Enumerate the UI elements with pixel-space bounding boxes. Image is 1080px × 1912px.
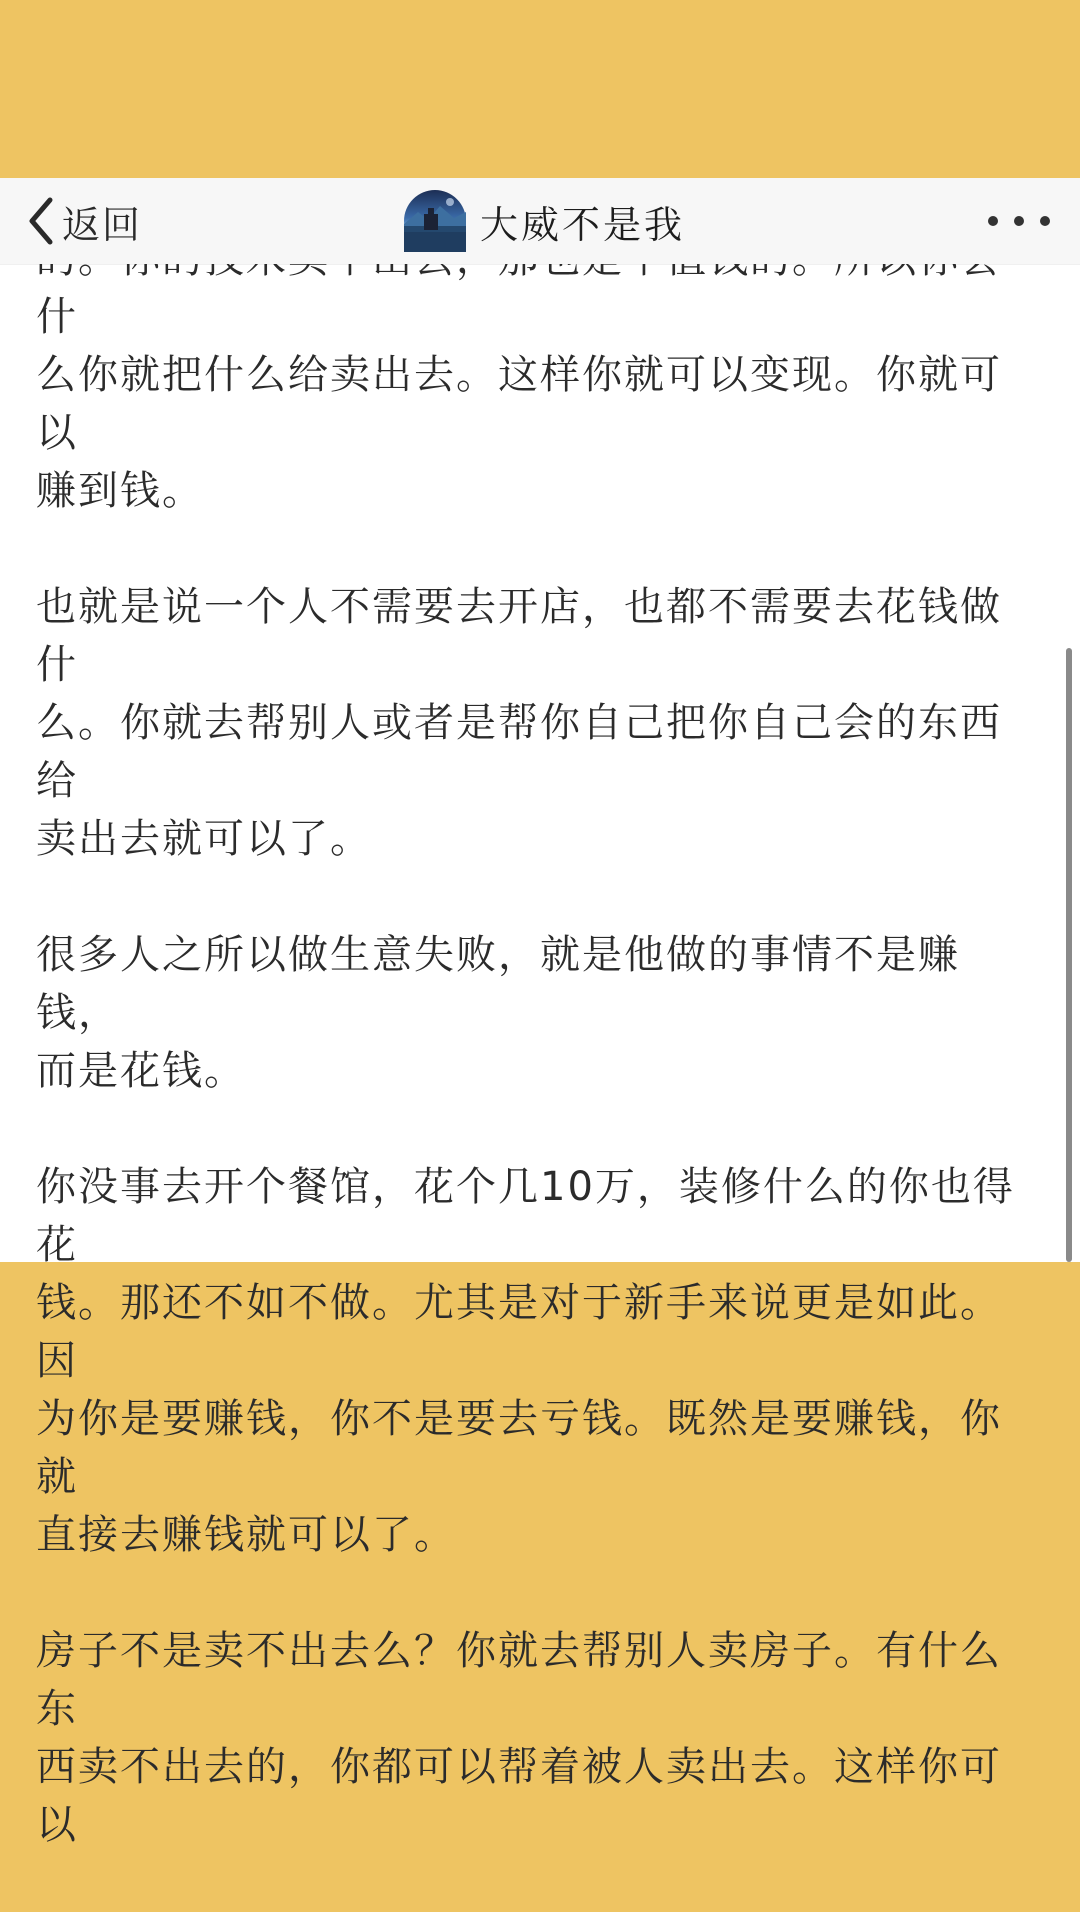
- back-button[interactable]: [26, 178, 142, 264]
- article-paragraph: 什 么你就把什么给卖出去。这样你就可以变现。你就可以 赚到钱。: [36, 294, 1002, 514]
- article-paragraph: 房子不是卖不出去么？你就去帮别人卖房子。有什么东 西卖不出去的，你都可以帮着被人卖出去。这样你可以: [36, 1628, 1002, 1848]
- back-label: 返回: [62, 202, 143, 247]
- more-dots-icon: [988, 216, 998, 226]
- article-paragraph: 很多人之所以做生意失败，就是他做的事情不是赚钱， 而是花钱。: [36, 932, 960, 1094]
- scrollbar[interactable]: [1066, 648, 1072, 1262]
- phone-screen: [0, 178, 1080, 1848]
- more-dots-icon: [1040, 216, 1050, 226]
- page-title: 大威不是我: [480, 202, 686, 247]
- top-background-band: [0, 0, 1080, 178]
- profile-header[interactable]: [404, 178, 685, 264]
- more-button[interactable]: [972, 178, 1050, 264]
- article-body[interactable]: [36, 230, 1036, 1912]
- article-paragraph: 你没事去开个餐馆，花个几10万，装修什么的你也得花 钱。那还不如不做。尤其是对于新手来说更是如此。因 为你是要赚钱，你不是要去亏钱。既然是要赚钱，你就 直接去赚钱就可以了。: [36, 1164, 1015, 1558]
- navigation-bar: [0, 178, 1080, 264]
- avatar-image: [404, 190, 466, 252]
- chevron-left-icon: [26, 196, 56, 246]
- avatar[interactable]: [404, 190, 466, 252]
- article-paragraph: 也就是说一个人不需要去开店，也都不需要去花钱做什 么。你就去帮别人或者是帮你自己把你自己会的东西给 卖出去就可以了。: [36, 584, 1002, 862]
- more-dots-icon: [1014, 216, 1024, 226]
